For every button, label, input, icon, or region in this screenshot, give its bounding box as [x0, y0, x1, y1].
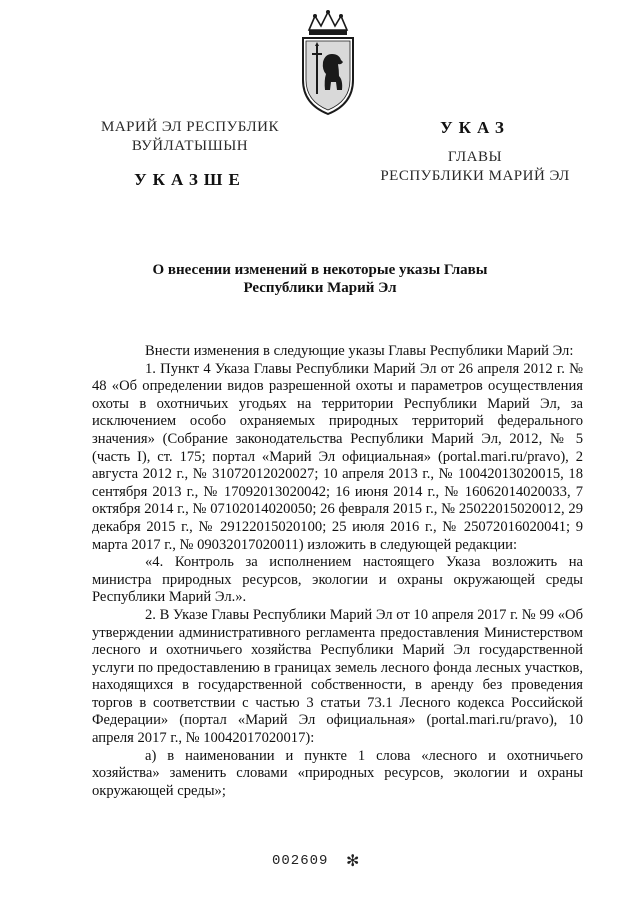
- serial-number: 002609: [272, 853, 329, 869]
- document-title-line2: Республики Марий Эл: [243, 280, 397, 296]
- header-right-line1: ГЛАВЫ: [447, 149, 503, 165]
- paragraph-quote-4: «4. Контроль за исполнением настоящего Указа возложить на министра природных ресурсов, экологии и охраны окружающей среды Республики Марий Эл.».: [92, 554, 583, 606]
- document-title: [100, 261, 540, 297]
- header-left-title: УКАЗШЕ: [134, 170, 246, 189]
- header-right-line2: РЕСПУБЛИКИ МАРИЙ ЭЛ: [380, 168, 570, 184]
- coat-of-arms-icon: [295, 8, 361, 118]
- header-left-line2: ВУЙЛАТЫШЫН: [131, 138, 249, 154]
- footer-mark: ✻: [346, 853, 360, 870]
- paragraph-item-1: 1. Пункт 4 Указа Главы Республики Марий Эл от 26 апреля 2012 г. № 48 «Об определении видов разрешенной охоты и параметров осуществления охоты в охотничьих угодьях на территории Республики Марий Эл, за исключением особо охраняемых природных территорий федерального значения» (Собрание законодательства Республики Марий Эл, 2012, № 5 (часть I), ст. 175; портал «Марий Эл официальная» (portal.mari.ru/pravo), 2 августа 2012 г., № 31072012020027; 10 апреля 2013 г., № 10042013020015, 18 сентября 2013 г., № 17092013020042; 16 июня 2014 г., № 16062014020033, 7 октября 2014 г., № 07102014020050; 26 февраля 2015 г., № 25022015020012, 29 декабря 2015 г., № 29122015020100; 25 июля 2016 г., № 25072016020041; 9 марта 2017 г., № 09032017020011) изложить в следующей редакции:: [92, 360, 583, 553]
- document-title-line1: О внесении изменений в некоторые указы Главы: [152, 262, 488, 278]
- paragraph-item-2: 2. В Указе Главы Республики Марий Эл от 10 апреля 2017 г. № 99 «Об утверждении административного регламента предоставления Министерством лесного и охотничьего хозяйства Республики Марий Эл государственной услуги по предоставлению в границах земель лесного фонда лесных участков, находящихся в государственной собственности, в аренду без проведения торгов в соответствии с частью 3 статьи 73.1 Лесного кодекса Российской Федерации» (портал «Марий Эл официальная» (portal.mari.ru/pravo), 10 апреля 2017 г., № 10042017020017):: [92, 606, 583, 747]
- paragraph-intro: Внести изменения в следующие указы Главы Республики Марий Эл:: [145, 343, 574, 359]
- header-right-title: УКАЗ: [440, 118, 510, 137]
- header-left: [80, 118, 300, 190]
- paragraph-item-2a: а) в наименовании и пункте 1 слова «лесного и охотничьего хозяйства» заменить словами «природных ресурсов, экологии и охраны окружающей среды»;: [92, 747, 583, 799]
- header-left-line1: МАРИЙ ЭЛ РЕСПУБЛИК: [100, 119, 280, 135]
- document-body: [92, 343, 583, 800]
- header-right: [350, 118, 600, 186]
